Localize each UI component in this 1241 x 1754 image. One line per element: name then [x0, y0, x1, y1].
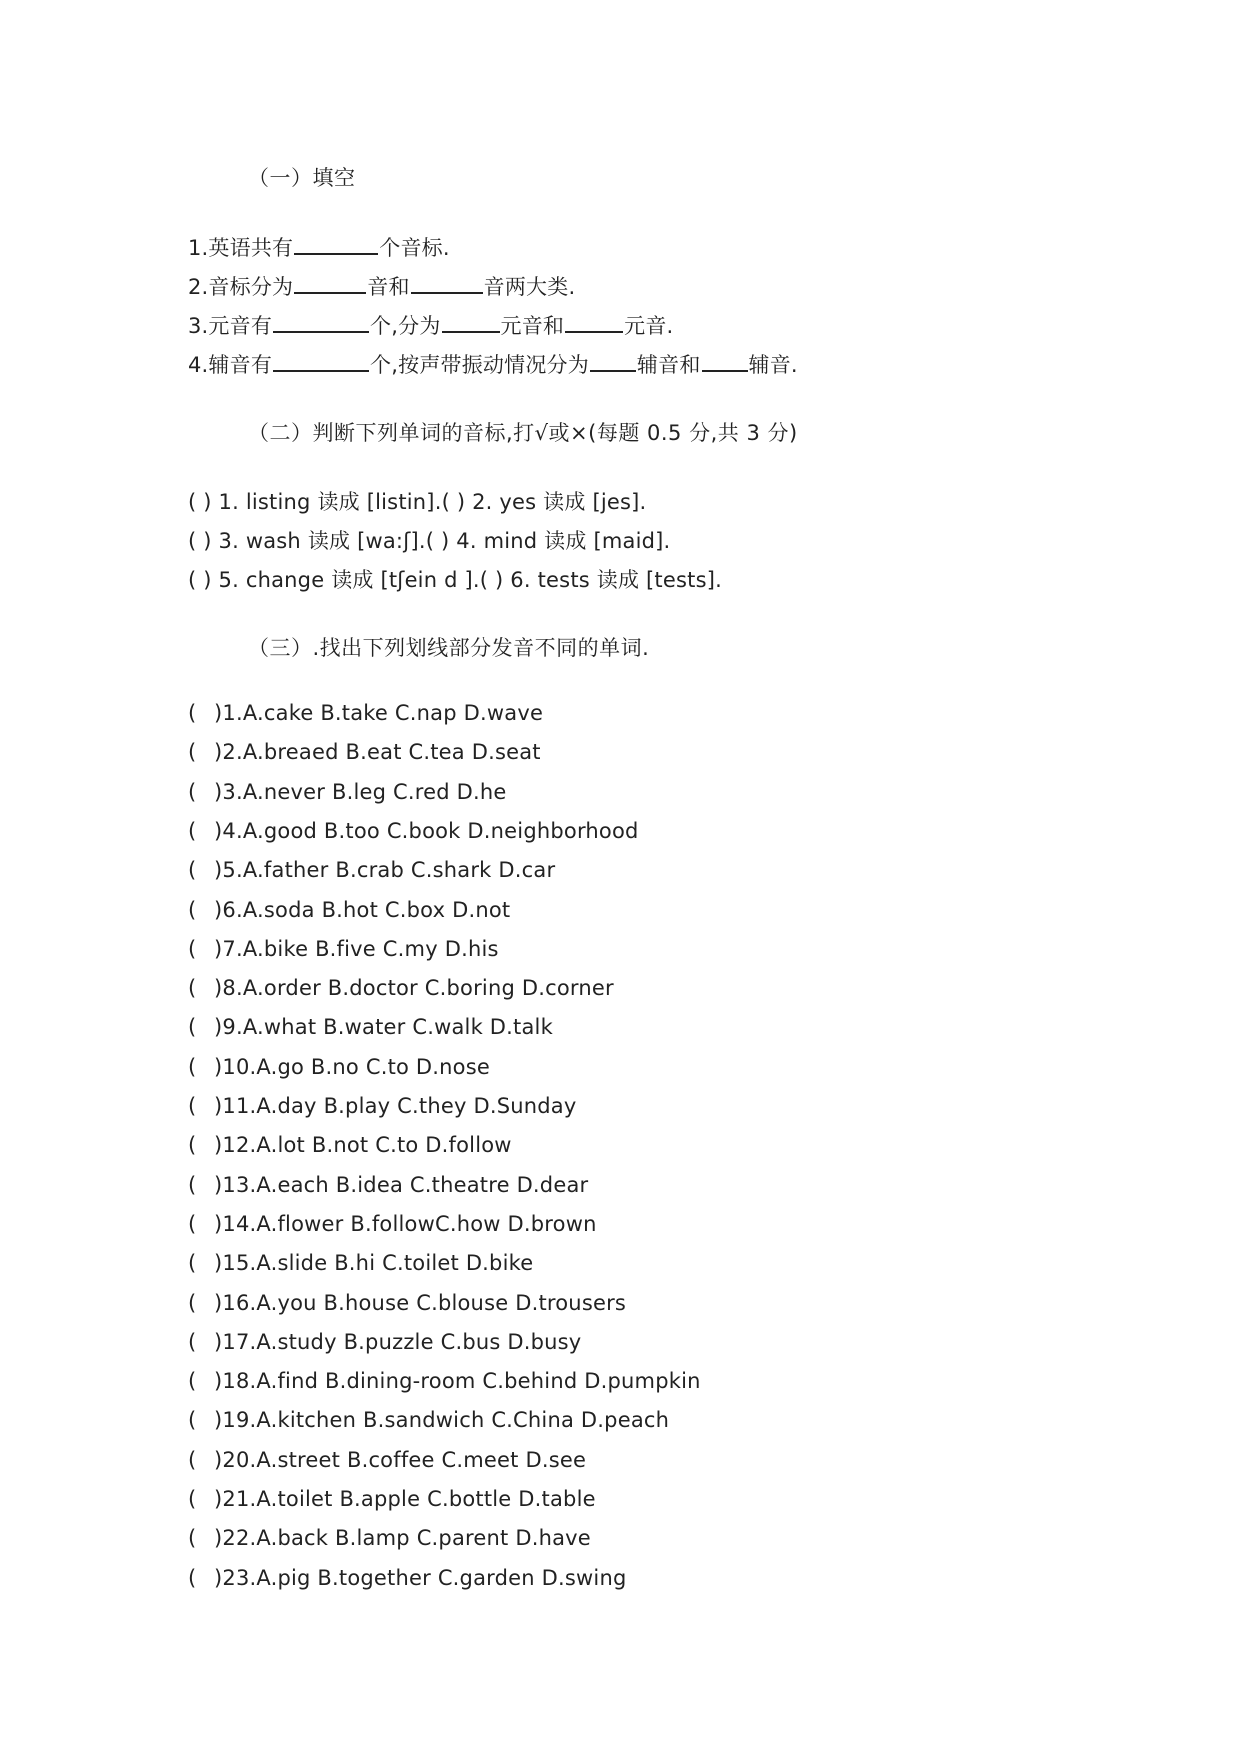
question-text: )11.A.day B.play C.they D.Sunday: [214, 1094, 577, 1118]
question-text: )1.A.cake B.take C.nap D.wave: [214, 701, 544, 725]
question-row: [188, 1566, 627, 1590]
question-row: [188, 858, 555, 882]
question-row: [188, 780, 507, 804]
question-text: )17.A.study B.puzzle C.bus D.busy: [214, 1330, 582, 1354]
answer-paren[interactable]: (: [188, 1094, 197, 1118]
answer-paren[interactable]: (: [188, 1015, 197, 1039]
question-text: )8.A.order B.doctor C.boring D.corner: [214, 976, 614, 1000]
question-text: )21.A.toilet B.apple C.bottle D.table: [214, 1487, 596, 1511]
answer-paren[interactable]: (: [188, 858, 197, 882]
question-text: )2.A.breaed B.eat C.tea D.seat: [214, 740, 541, 764]
fill-item-3: [188, 310, 673, 340]
fill-item-4-start: 4.辅音有: [188, 353, 273, 377]
question-row: [188, 819, 639, 843]
question-row: [188, 898, 510, 922]
blank[interactable]: [702, 352, 748, 372]
question-row: [188, 1133, 512, 1157]
question-row: [188, 1408, 669, 1432]
fill-item-1-start: 1.英语共有: [188, 236, 294, 260]
fill-item-2-b: 音两大类.: [483, 275, 576, 299]
answer-paren[interactable]: (: [188, 1369, 197, 1393]
question-text: )22.A.back B.lamp C.parent D.have: [214, 1526, 591, 1550]
answer-paren[interactable]: (: [188, 1251, 197, 1275]
answer-paren[interactable]: (: [188, 1330, 197, 1354]
question-text: )18.A.find B.dining-room C.behind D.pumpkin: [214, 1369, 701, 1393]
answer-paren[interactable]: (: [188, 819, 197, 843]
answer-paren[interactable]: (: [188, 1526, 197, 1550]
judge-row-2: ( ) 3. wash 读成 [wa:ʃ].( ) 4. mind 读成 [maid].: [188, 529, 671, 553]
question-row: [188, 1369, 701, 1393]
fill-item-1-end: 个音标.: [379, 236, 450, 260]
question-row: [188, 1173, 588, 1197]
question-text: )7.A.bike B.five C.my D.his: [214, 937, 499, 961]
fill-item-1: [188, 232, 450, 262]
answer-paren[interactable]: (: [188, 1291, 197, 1315]
question-text: )23.A.pig B.together C.garden D.swing: [214, 1566, 627, 1590]
question-text: )4.A.good B.too C.book D.neighborhood: [214, 819, 639, 843]
question-row: [188, 1055, 490, 1079]
question-text: )6.A.soda B.hot C.box D.not: [214, 898, 511, 922]
question-row: [188, 937, 499, 961]
answer-paren[interactable]: (: [188, 701, 197, 725]
question-row: [188, 740, 541, 764]
question-row: [188, 701, 543, 725]
fill-item-2-a: 音和: [367, 275, 410, 299]
question-text: )10.A.go B.no C.to D.nose: [214, 1055, 490, 1079]
answer-paren[interactable]: (: [188, 898, 197, 922]
blank[interactable]: [442, 313, 500, 333]
blank[interactable]: [294, 274, 366, 294]
answer-paren[interactable]: (: [188, 1448, 197, 1472]
answer-paren[interactable]: (: [188, 1055, 197, 1079]
question-text: )14.A.flower B.followC.how D.brown: [214, 1212, 597, 1236]
answer-paren[interactable]: (: [188, 780, 197, 804]
question-row: [188, 1448, 586, 1472]
blank[interactable]: [565, 313, 623, 333]
blank[interactable]: [273, 352, 369, 372]
question-row: [188, 1526, 591, 1550]
question-text: )12.A.lot B.not C.to D.follow: [214, 1133, 512, 1157]
question-row: [188, 1487, 596, 1511]
question-row: [188, 1015, 553, 1039]
question-text: )15.A.slide B.hi C.toilet D.bike: [214, 1251, 534, 1275]
question-text: )5.A.father B.crab C.shark D.car: [214, 858, 556, 882]
question-row: [188, 976, 614, 1000]
question-row: [188, 1251, 533, 1275]
question-text: )3.A.never B.leg C.red D.he: [214, 780, 507, 804]
answer-paren[interactable]: (: [188, 1566, 197, 1590]
fill-item-4: [188, 349, 798, 379]
answer-paren[interactable]: (: [188, 740, 197, 764]
section-3-title: （三）.找出下列划线部分发音不同的单词.: [248, 636, 650, 660]
fill-item-4-a: 个,按声带振动情况分为: [370, 353, 589, 377]
section-1-title: （一）填空: [248, 166, 356, 190]
blank[interactable]: [590, 352, 636, 372]
fill-item-3-c: 元音.: [624, 314, 674, 338]
question-row: [188, 1212, 597, 1236]
question-text: )20.A.street B.coffee C.meet D.see: [214, 1448, 587, 1472]
answer-paren[interactable]: (: [188, 1487, 197, 1511]
answer-paren[interactable]: (: [188, 1173, 197, 1197]
question-row: [188, 1291, 626, 1315]
blank[interactable]: [273, 313, 369, 333]
fill-item-3-start: 3.元音有: [188, 314, 273, 338]
blank[interactable]: [411, 274, 483, 294]
question-text: )13.A.each B.idea C.theatre D.dear: [214, 1173, 589, 1197]
fill-item-4-b: 辅音和: [636, 353, 701, 377]
judge-row-1: ( ) 1. listing 读成 [listin].( ) 2. yes 读成 [jes].: [188, 490, 647, 514]
answer-paren[interactable]: (: [188, 1408, 197, 1432]
fill-item-3-b: 元音和: [500, 314, 565, 338]
answer-paren[interactable]: (: [188, 976, 197, 1000]
judge-row-3: ( ) 5. change 读成 [tʃein d ].( ) 6. tests 读成 [tests].: [188, 568, 722, 592]
section-2-title: （二）判断下列单词的音标,打√或×(每题 0.5 分,共 3 分): [248, 421, 798, 445]
question-text: )9.A.what B.water C.walk D.talk: [214, 1015, 553, 1039]
question-text: )19.A.kitchen B.sandwich C.China D.peach: [214, 1408, 670, 1432]
question-row: [188, 1094, 577, 1118]
question-text: )16.A.you B.house C.blouse D.trousers: [214, 1291, 627, 1315]
answer-paren[interactable]: (: [188, 937, 197, 961]
fill-item-2-start: 2.音标分为: [188, 275, 294, 299]
blank[interactable]: [294, 235, 378, 255]
fill-item-2: [188, 271, 575, 301]
fill-item-4-c: 辅音.: [748, 353, 798, 377]
question-row: [188, 1330, 581, 1354]
answer-paren[interactable]: (: [188, 1212, 197, 1236]
fill-item-3-a: 个,分为: [370, 314, 441, 338]
answer-paren[interactable]: (: [188, 1133, 197, 1157]
